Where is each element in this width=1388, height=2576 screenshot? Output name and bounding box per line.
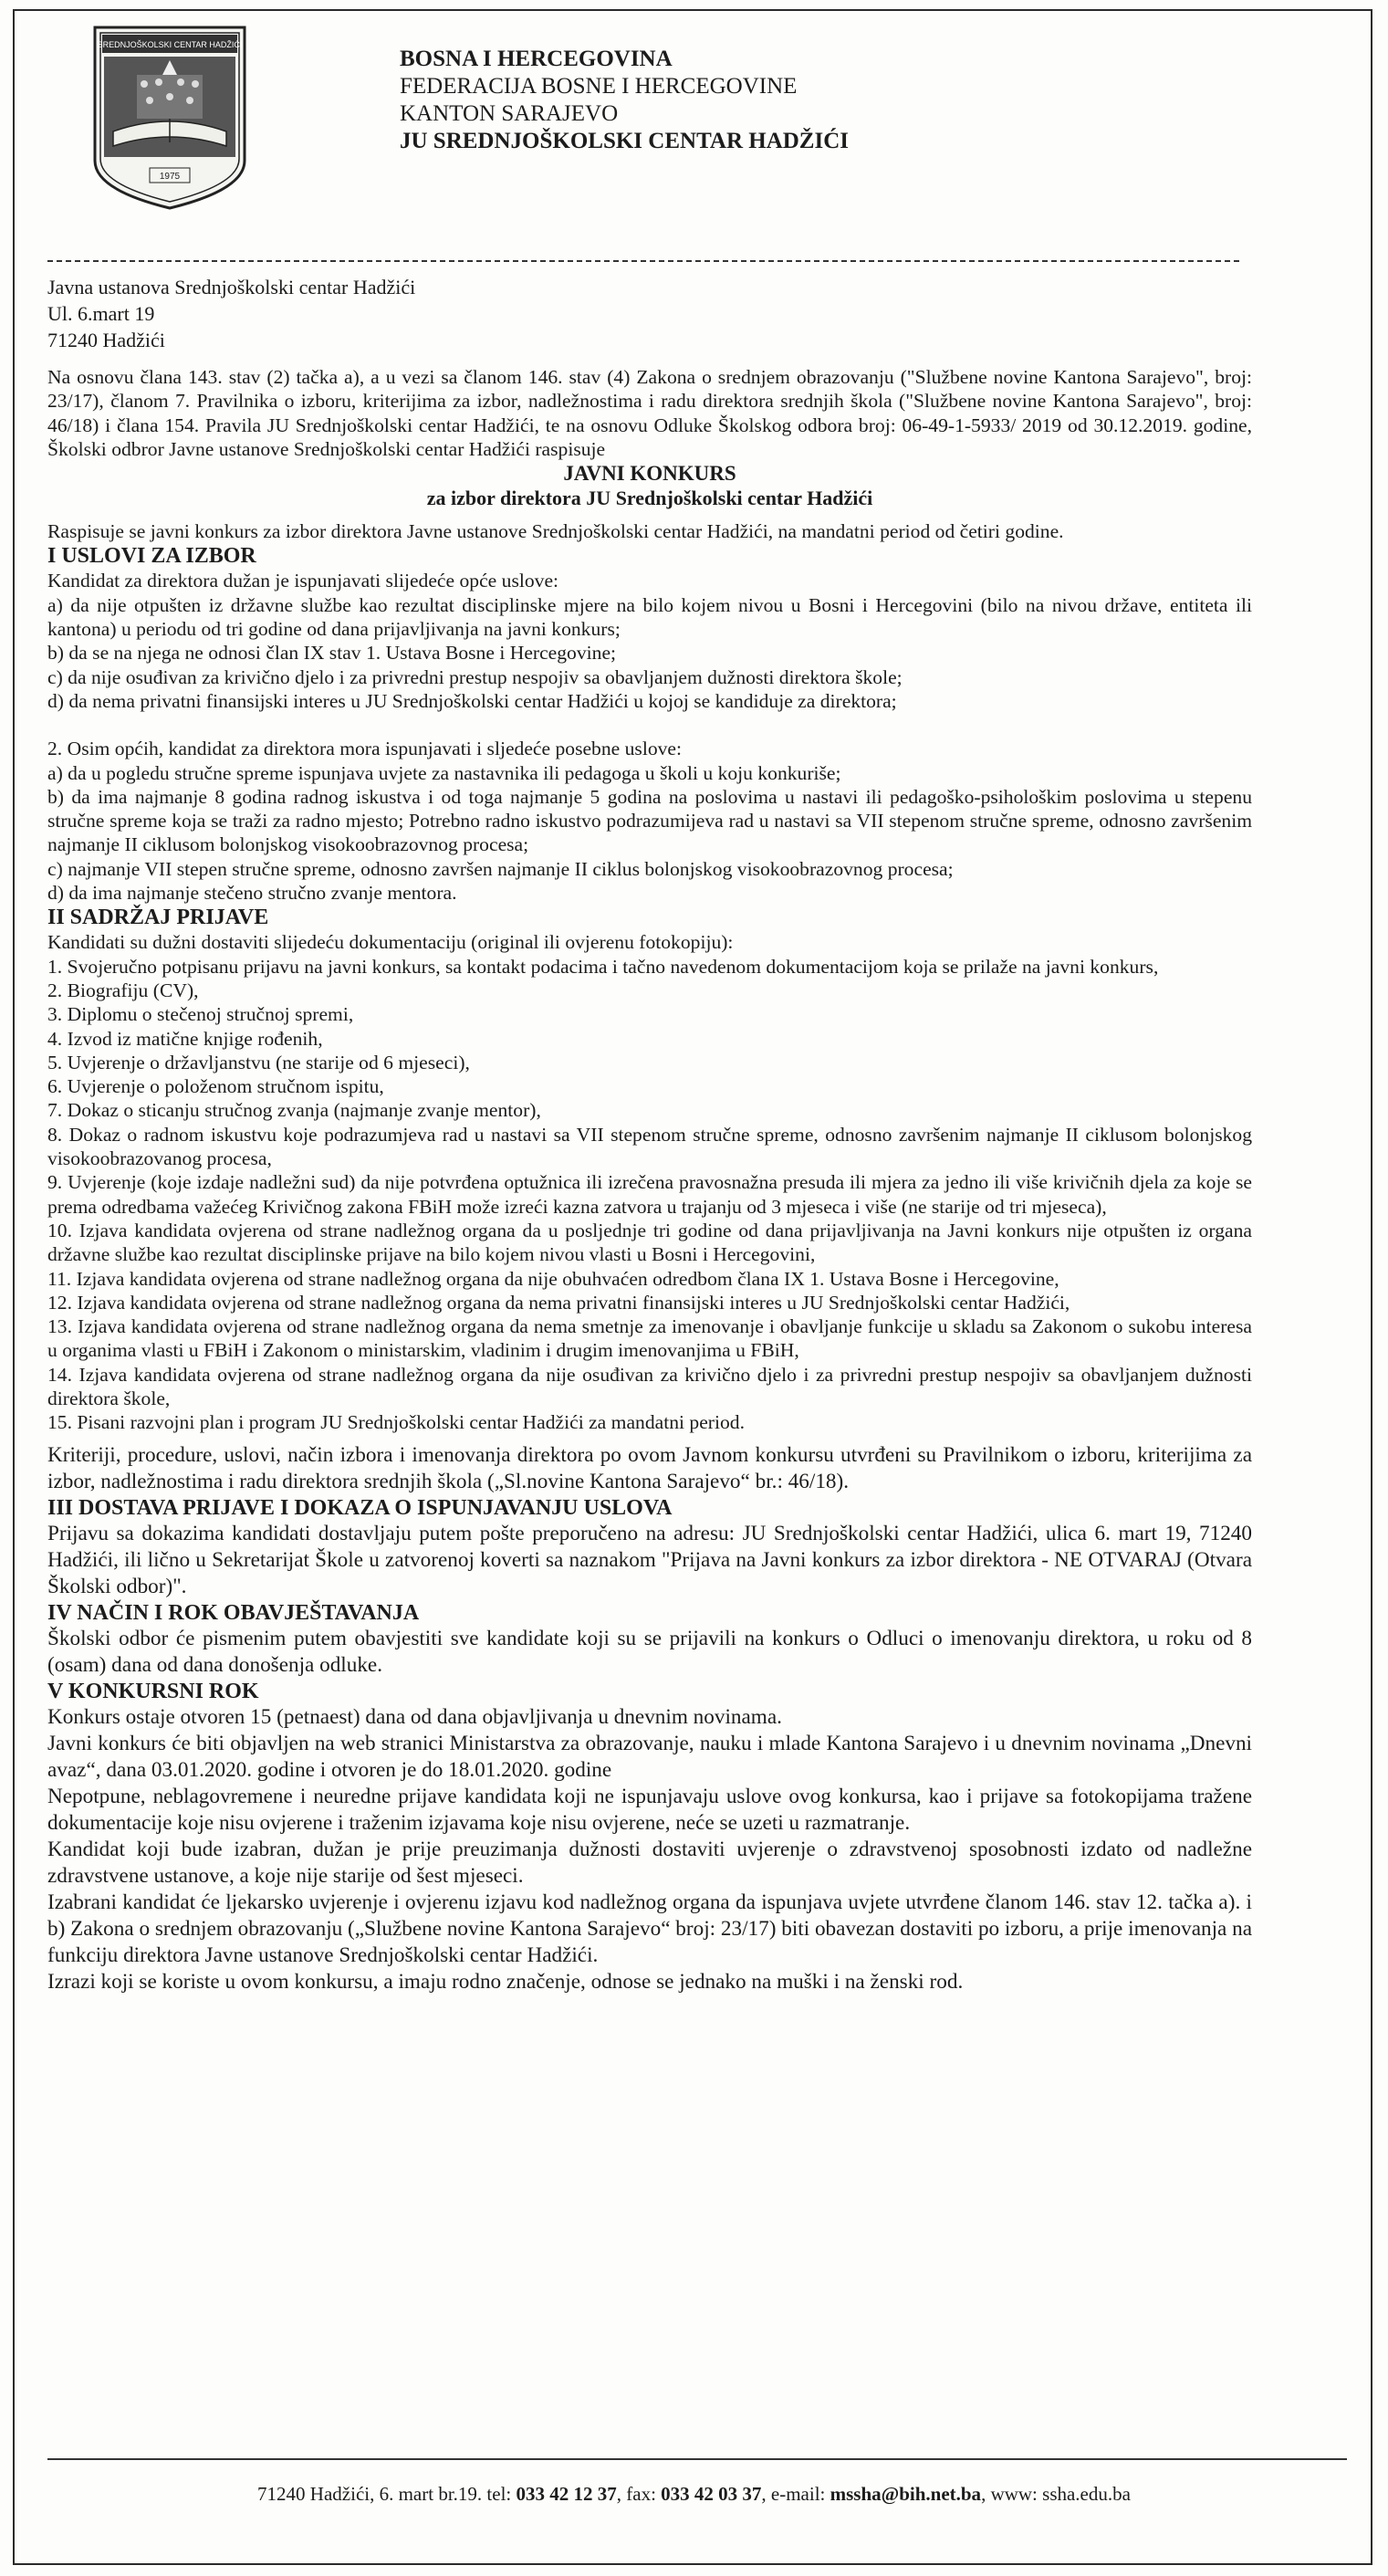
document-item: 5. Uvjerenje o državljanstvu (ne starije od 6 mjeseci), [47,1051,470,1073]
deadline-paragraph: Nepotpune, neblagovremene i neuredne prijave kandidata koji ne ispunjavaju uslove ovog konkursa, kao i prijave sa fotokopijama tražene dokumentacije koje nisu ovjerene i traženim izjavama koje nisu ovjerene, neće se uzeti u razmatranje. [47,1784,1252,1835]
document-item: 9. Uvjerenje (koje izdaje nadležni sud) da nije potvrđena optužnica ili izrečena pravosnažna presuda ili mjera za jedno ili više krivičnih djela za koje se prema odredbama važećeg Krivičnog zakona FBiH može izreći kazna zatvora u trajanju od 3 mjeseca i više (ne starije od tri mjeseca), [47,1171,1252,1218]
letterhead-country: BOSNA I HERCEGOVINA [400,47,673,71]
section-heading-4: IV NAČIN I ROK OBAVJEŠTAVANJA [47,1600,420,1625]
notification-paragraph: Školski odbor će pismenim putem obavjestiti sve kandidate koji su se prijavili na konkurs o Odluci o imenovanju direktora, u roku od 8 (osam) dana od dana donošenja odluke. [47,1626,1252,1677]
deadline-paragraph: Izabrani kandidat će ljekarsko uvjerenje i ovjerenu izjavu kod nadležnog organa da ispunjava uvjete utvrđene članom 146. stav 12. tačka a). i b) Zakona o srednjem obrazovanju („Službene novine Kantona Sarajevo“ broj: 23/17) biti obavezan dostaviti po izboru, a prije imenovanja na funkciju direktora Javne ustanove Srednjoškolski centar Hadžići. [47,1890,1252,1967]
document-item: 3. Diplomu o stečenoj stručnoj spremi, [47,1003,354,1026]
section-heading-3: III DOSTAVA PRIJAVE I DOKAZA O ISPUNJAVANJU USLOVA [47,1495,673,1520]
general-condition: c) da nije osuđivan za krivično djelo i za privredni prestup nespojiv sa obavljanjem dužnosti direktora škole; [47,665,903,688]
document-item: 2. Biografiju (CV), [47,979,199,1001]
document-body [47,365,1252,1995]
document-item: 8. Dokaz o radnom iskustvu koje podrazumjeva rad u nastavi sa VII stepenom stručne spreme, odnosno završenim najmanje II ciklusom bolonjskog visokoobrazovanog procesa, [47,1123,1252,1170]
emblem-year: 1975 [159,172,181,182]
special-condition: c) najmanje VII stepen stručne spreme, odnosno završen najmanje II ciklus bolonjskog visokoobrazovnog procesa; [47,857,954,880]
sender-address [47,274,415,353]
document-item: 12. Izjava kandidata ovjerena od strane nadležnog organa da nema privatni finansijski interes u JU Srednjoškolski centar Hadžići, [47,1291,1070,1314]
letterhead-school: JU SREDNJOŠKOLSKI CENTAR HADŽIĆI [400,129,849,153]
special-condition: d) da ima najmanje stečeno stručno zvanje mentora. [47,882,457,905]
general-conditions-intro: Kandidat za direktora dužan je ispunjavati slijedeće opće uslove: [47,570,559,592]
address-line: Javna ustanova Srednjoškolski centar Hadžići [47,276,416,298]
letterhead-federation: FEDERACIJA BOSNE I HERCEGOVINE [400,74,798,99]
document-item: 6. Uvjerenje o položenom stručnom ispitu, [47,1075,384,1098]
document-item: 7. Dokaz o sticanju stručnog zvanja (najmanje zvanje mentor), [47,1099,541,1122]
announcement: Raspisuje se javni konkurs za izbor direktora Javne ustanove Srednjoškolski centar Hadžići, na mandatni period od četiri godine. [47,520,1064,543]
special-condition: b) da ima najmanje 8 godina radnog iskustva i od toga najmanje 5 godina na poslovima u nastavi ili pedagoško-psihološkim poslovima u stepenu stručne spreme koja se traži za radno mjesto; Potrebno radno iskustvo podrazumijeva rad u nastavi sa VII stepenom stručne spreme, odnosno završenim najmanje II ciklusom bolonjskog visokoobrazovnog procesa; [47,785,1252,856]
document-item: 4. Izvod iz matične knjige rođenih, [47,1027,323,1050]
special-condition: a) da u pogledu stručne spreme ispunjava uvjete za nastavnika ili pedagoga u školi u koju konkuriše; [47,761,841,784]
general-condition: a) da nije otpušten iz državne službe kao rezultat disciplinske mjere na bilo kojem nivou u Bosni i Hercegovini (bilo na nivou države, entiteta ili kantona) u periodu od tri godine od dana prijavljivanja na javni konkurs; [47,593,1252,641]
document-title: JAVNI KONKURS [563,462,736,486]
footer-contact [0,2483,1388,2506]
document-item: 10. Izjava kandidata ovjerena od strane nadležnog organa da u posljednje tri godine od dana prijavljivanja na Javni konkurs nije otpušten iz organa državne službe kao rezultat disciplinske prijave na bilo kojem nivou vlasti u Bosni i Hercegovini, [47,1219,1252,1266]
letterhead-canton: KANTON SARAJEVO [400,101,619,126]
school-emblem-logo [89,24,250,212]
deadline-paragraph: Konkurs ostaje otvoren 15 (petnaest) dana od dana objavljivanja u dnevnim novinama. [47,1704,782,1729]
footer-email-link[interactable]: mssha@bih.net.ba [830,2483,982,2505]
footer-website[interactable]: , www: ssha.edu.ba [981,2483,1131,2505]
footer-address: 71240 Hadžići, 6. mart br.19. tel: [257,2483,517,2505]
letterhead [400,46,849,155]
footer-divider [47,2458,1347,2460]
document-item: 11. Izjava kandidata ovjerena od strane nadležnog organa da nije obuhvaćen odredbom člana IX 1. Ustava Bosne i Hercegovine, [47,1267,1059,1290]
deadline-paragraph: Izrazi koji se koriste u ovom konkursu, a imaju rodno značenje, odnose se jednako na muški i na ženski rod. [47,1969,964,1994]
submission-paragraph: Prijavu sa dokazima kandidati dostavljaju putem pošte preporučeno na adresu: JU Srednjoškolski centar Hadžići, ulica 6. mart 19, 71240 Hadžići, ili lično u Sekretarijat Škole u zatvorenoj koverti sa naznakom "Prijava na Javni konkurs za izbor direktora - NE OTVARAJ (Otvara Školski odbor)". [47,1521,1252,1598]
footer-email-label: , e-mail: [761,2483,830,2505]
special-conditions-intro: 2. Osim općih, kandidat za direktora mora ispunjavati i sljedeće posebne uslove: [47,738,683,760]
footer-fax-label: , fax: [616,2483,662,2505]
footer-fax: 033 42 03 37 [661,2483,762,2505]
document-item: 14. Izjava kandidata ovjerena od strane nadležnog organa da nije osuđivan za krivično djelo i za privredni prestup nespojiv sa obavljanjem dužnosti direktora škole, [47,1363,1252,1409]
emblem-text: SREDNJOŠKOLSKI CENTAR HADŽIĆI [97,40,243,49]
document-item: 13. Izjava kandidata ovjerena od strane nadležnog organa da nema smetnje za imenovanje i obavljanje funkcije u skladu sa Zakonom o sukobu interesa u organima vlasti u FBiH i Zakonom o ministarskim, vladinim i drugim imenovanjima u FBiH, [47,1315,1252,1362]
document-item: 1. Svojeručno potpisanu prijavu na javni konkurs, sa kontakt podacima i tačno navedenom dokumentacijom koja se prilaže na javni konkurs, [47,955,1159,978]
deadline-paragraph: Javni konkurs će biti objavljen na web stranici Ministarstva za obrazovanje, nauku i mlade Kantona Sarajevo i u dnevnim novinama „Dnevni avaz“, dana 03.01.2020. godine i otvoren je do 18.01.2020. godine [47,1731,1252,1782]
document-subtitle: za izbor direktora JU Srednjoškolski centar Hadžići [426,487,873,510]
document-item: 15. Pisani razvojni plan i program JU Srednjoškolski centar Hadžići za mandatni period. [47,1411,745,1434]
general-condition: d) da nema privatni finansijski interes u JU Srednjoškolski centar Hadžići u kojoj se kandiduje za direktora; [47,689,897,712]
documents-intro: Kandidati su dužni dostaviti slijedeću dokumentaciju (original ili ovjerenu fotokopiju): [47,931,734,954]
section-heading-5: V KONKURSNI ROK [47,1679,259,1703]
section-heading-2: II SADRŽAJ PRIJAVE [47,906,269,930]
header-divider [47,260,1239,262]
footer-tel: 033 42 12 37 [516,2483,617,2505]
address-line: Ul. 6.mart 19 [47,302,155,325]
criteria-paragraph: Kriteriji, procedure, uslovi, način izbora i imenovanja direktora po ovom Javnom konkursu utvrđeni su Pravilnikom o izboru, kriterijima za izbor, nadležnostima i radu direktora srednjih škola („Sl.novine Kantona Sarajevo“ br.: 46/18). [47,1442,1252,1493]
intro-paragraph: Na osnovu člana 143. stav (2) tačka a), a u vezi sa članom 146. stav (4) Zakona o srednjem obrazovanju ("Službene novine Kantona Sarajevo", broj: 23/17), članom 7. Pravilnika o izboru, kriterijima za izbor, nadležnostima i radu direktora srednjih škola ("Službene novine Kantona Sarajevo", broj: 46/18) i člana 154. Pravila JU Srednjoškolski centar Hadžići, te na osnovu Odluke Školskog odbora broj: 06-49-1-5933/ 2019 od 30.12.2019. godine, Školski odbror Javne ustanove Srednjoškolski centar Hadžići raspisuje [47,366,1252,460]
address-line: 71240 Hadžići [47,329,165,351]
general-condition: b) da se na njega ne odnosi član IX stav 1. Ustava Bosne i Hercegovine; [47,642,617,665]
section-heading-1: I USLOVI ZA IZBOR [47,544,256,569]
deadline-paragraph: Kandidat koji bude izabran, dužan je prije preuzimanja dužnosti dostaviti uvjerenje o zdravstvenoj sposobnosti izdato od nadležne zdravstvene ustanove, a koje nije starije od šest mjeseci. [47,1837,1252,1888]
